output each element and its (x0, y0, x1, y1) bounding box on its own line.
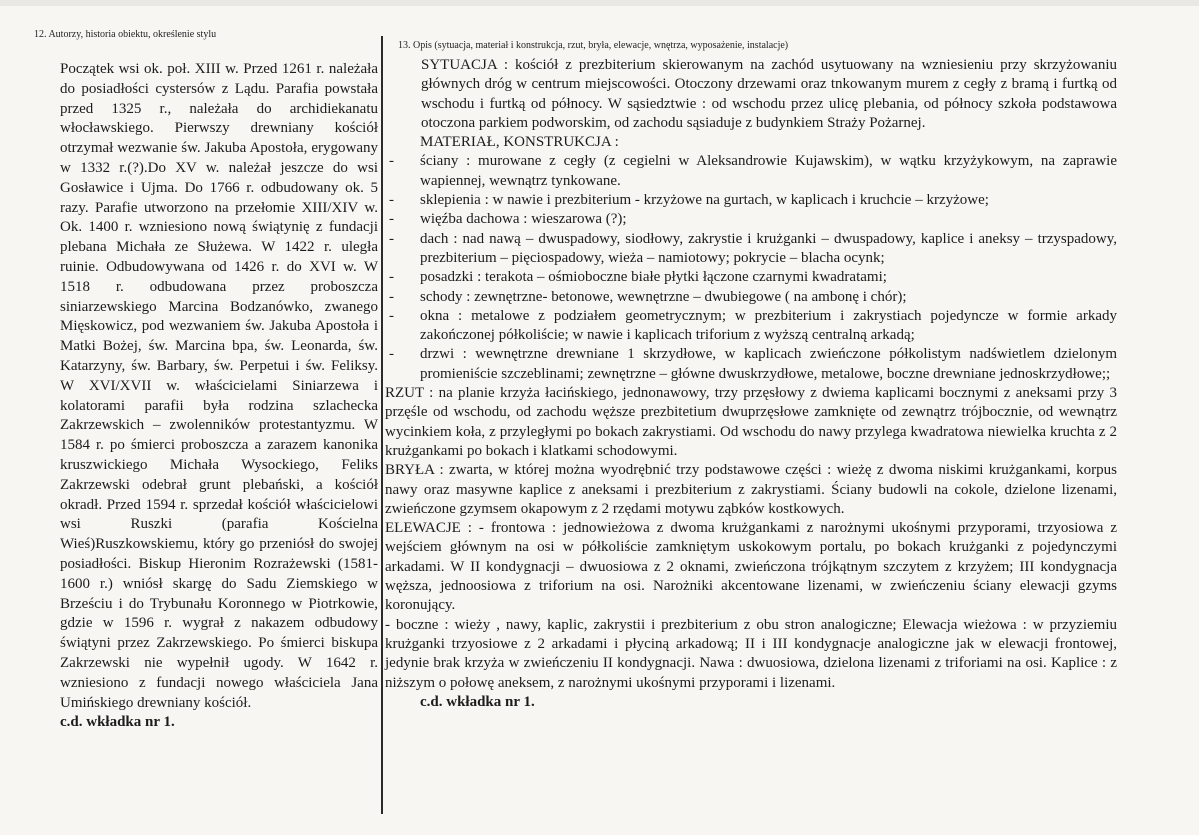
list-item: - drzwi : wewnętrzne drewniane 1 skrzydłowe, w kaplicach zwieńczone półkolistym nadświetlem dzielonym promieniście szczeblinami; zewnętrzne – główne dwuskrzydłowe, metalowe, boczne drewniane jednoskrzydłowe;; (389, 346, 1117, 382)
scan-edge (0, 0, 1199, 6)
list-item: - dach : nad nawą – dwuspadowy, siodłowy, zakrystie i krużganki – dwuspadowy, kaplice i aneksy – trzyspadowy, prezbiterium – pięciospadowy, wieża – namiotowy; pokrycie – blacha ocynk; (389, 230, 1117, 266)
list-marker: - (389, 346, 394, 363)
list-marker: - (389, 269, 394, 286)
history-column (60, 60, 378, 733)
section-elewacje: ELEWACJE : - frontowa : jednowieżowa z dwoma krużgankami z narożnymi ukośnymi przyporami, trzyosiowa z wejściem głównym na osi w półkoliście zamkniętym uskokowym portalu, po bokach krużganki z pojedynczymi arkadami. W II kondygnacji – dwuosiowa z 2 oknami, zwieńczona trójkątnym szczytem z krzyżem; III kondygnacja węższa, jednoosiowa z triforium na osi. Narożniki akcentowane lizenami, w zwieńczeniu ściany elewacji gzyms koronujący. (385, 520, 1117, 614)
list-item: - sklepienia : w nawie i prezbiterium - krzyżowe na gurtach, w kaplicach i kruchcie – krzyżowe; (385, 191, 1117, 210)
list-item: - posadzki : terakota – ośmioboczne białe płytki łączone czarnymi kwadratami; (385, 268, 1117, 287)
list-marker: - (389, 288, 394, 305)
history-text: Początek wsi ok. poł. XIII w. Przed 1261 r. należała do posiadłości cystersów z Lądu. Parafia powstała przed 1325 r., należała do archidiekanatu włocławskiego. Pierwszy drewniany kościół otrzymał wezwanie św. Jakuba Apostoła, erygowany w 1332 r.(?).Do XV w. należał jeszcze do wsi Gosławice i Ujma. Do 1766 r. odbudowany ok. 5 razy. Parafie utworzono na przełomie XIII/XIV w. Ok. 1400 r. wzniesiono nową świątynię z fundacji plebana Michała ze Służewa. W 1422 r. uległa ruinie. Odbudowywana od 1426 r. do XVI w. W 1518 r. odbudowana przez proboszcza siniarzewskiego Marcina Bodzanówko, zwanego Mięskowicz, pod wezwaniem św. Jakuba Apostoła i Matki Bożej, św. Marcina bpa, św. Leonarda, św. Katarzyny, św. Barbary, św. Perpetui i św. Feliksy. W XVI/XVII w. właścicielami Siniarzewa i kolatorami parafii była rodzina szlachecka Zakrzewskich – zwolenników protestantyzmu. W 1584 r. po śmierci proboszcza a zarazem kanonika kruszwickiego Michała Wysockiego, Feliks Zakrzewski odebrał grunt plebański, a kościół okradł. Przed 1594 r. sprzedał kościół właścicielowi wsi Ruszki (parafia Kościelna Wieś)Ruszkowskiemu, który go przeniósł do swojej posiadłości. Biskup Hieronim Rozrażewski (1581-1600 r.) wniósł skargę do Sadu Ziemskiego w Brześciu i do Trybunału Koronnego w Piotrkowie, gdzie w 1596 r. wygrał z nakazem odbudowy świątyni przez Zakrzewskiego. Po śmierci biskupa Zakrzewski nie wypełnił ugody. W 1642 r. wzniesiono z fundacji nowego właściciela Jana Umińskiego drewniany kościół. (60, 61, 378, 711)
list-item: - ściany : murowane z cegły (z cegielni w Aleksandrowie Kujawskim), w wątku krzyżykowym, na zaprawie wapiennej, wewnątrz tynkowane. (389, 153, 1117, 189)
section-bryla: BRYŁA : zwarta, w której można wyodrębnić trzy podstawowe części : wieżę z dwoma niskimi krużgankami, korpus nawy oraz masywne kaplice z aneksami i prezbiterium z zakrystiami. Ściany budowli na cokole, dzielone lizenami, zwieńczone gzymsem okapowym z 2 rzędami motywu ząbków kostkowych. (385, 462, 1117, 517)
section-boczne: - boczne : wieży , nawy, kaplic, zakrystii i prezbiterium z obu stron analogiczne; Elewacja wieżowa : w przyziemiu krużganki trzyosiowe z 2 arkadami i płyciną arkadową; II i III kondygnacje analogiczne jak w elewacji frontowej, jedynie brak krzyża w zwieńczeniu II kondygnacji. Nawa : dwuosiowa, dzielona lizenami z triforiami na osi. Kaplice : z niższym o połowę aneksem, z narożnymi ukośnymi przyporami i lizenami. (385, 616, 1117, 691)
list-marker: - (389, 230, 394, 247)
section-13-header: 13. Opis (sytuacja, materiał i konstrukcja, rzut, bryła, elewacje, wnętrza, wyposażenie, instalacje) (398, 40, 789, 51)
continuation-note-right: c.d. wkładka nr 1. (420, 693, 535, 710)
section-sytuacja: SYTUACJA : kościół z prezbiterium skierowanym na zachód usytuowany na wzniesieniu przy skrzyżowaniu głównych dróg w centrum miejscowości. Otoczony drzewami oraz tnkowanym murem z cegły z bramą i furtką od wschodu i furtką od północy. W sąsiedztwie : od wschodu przez ulicę plebania, od północy szkoła podstawowa otoczona parkiem podworskim, od zachodu sąsiaduje z budynkiem Straży Pożarnej. (421, 57, 1117, 131)
list-item: - schody : zewnętrzne- betonowe, wewnętrzne – dwubiegowe ( na ambonę i chór); (385, 288, 1117, 307)
column-divider (381, 36, 383, 814)
section-material-heading: MATERIAŁ, KONSTRUKCJA : (420, 134, 619, 151)
continuation-note-left: c.d. wkładka nr 1. (60, 714, 175, 731)
list-marker: - (389, 153, 394, 170)
list-marker: - (389, 307, 394, 324)
material-list (385, 152, 1117, 384)
description-column (385, 56, 1117, 712)
section-12-header: 12. Autorzy, historia obiektu, określenie stylu (34, 29, 217, 40)
section-rzut: RZUT : na planie krzyża łacińskiego, jednonawowy, trzy przęsłowy z dwiema kaplicami bocznymi z aneksami przy 3 przęśle od wschodu, od zachodu węższe prezbitetium dwuprzęsłowe zamknięte od zewnątrz trójbocznie, od wewnątrz wycinkiem koła, z przyległymi po bokach zakrystiami. Od wschodu do nawy przylega kwadratowa niewielka kruchta z 2 krużgankami po bokach i klatkami schodowymi. (385, 385, 1117, 459)
list-marker: - (389, 192, 394, 209)
list-item: - okna : metalowe z podziałem geometrycznym; w prezbiterium i zakrystiach pojedyncze w formie arkady zakończonej półkoliście; w nawie i kaplicach triforium z wyższą centralną arkadą; (389, 307, 1117, 344)
list-item: - więźba dachowa : wieszarowa (?); (385, 210, 1117, 229)
list-marker: - (389, 211, 394, 228)
